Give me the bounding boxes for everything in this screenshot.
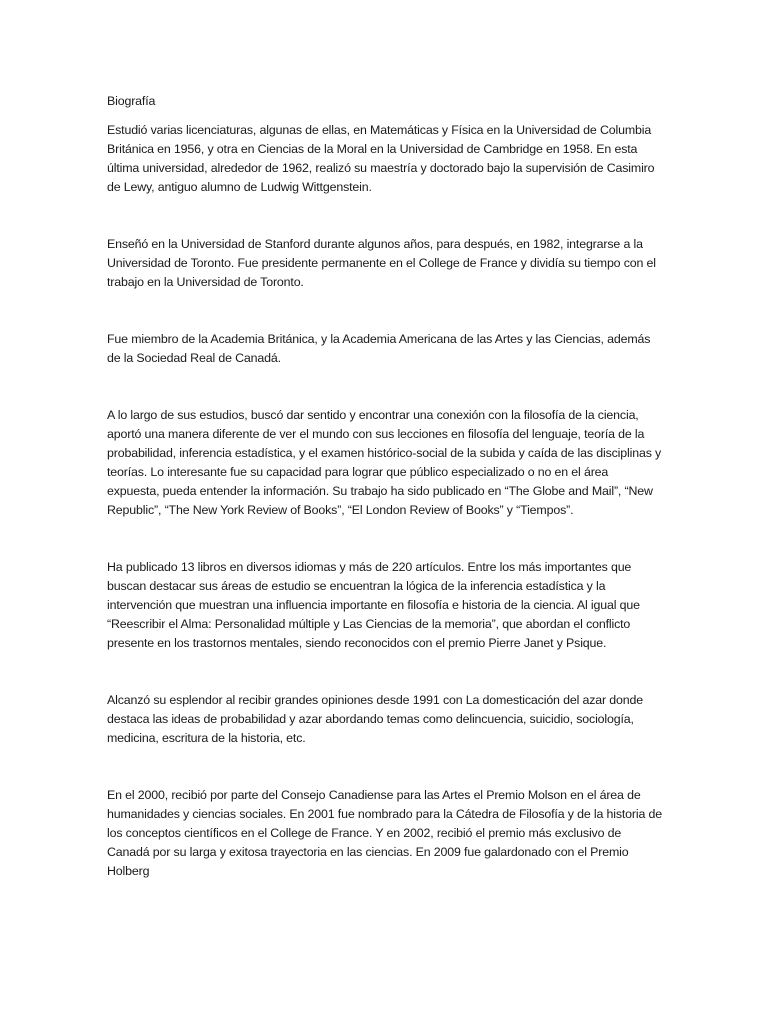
document-body: [107, 92, 663, 919]
paragraph-recognition: Alcanzó su esplendor al recibir grandes opiniones desde 1991 con La domesticación del azar donde destaca las ideas de probabilidad y azar abordando temas como delincuencia, suicidio, sociología, medicina, escritura de la historia, etc.: [107, 693, 643, 745]
paragraph-awards: En el 2000, recibió por parte del Consejo Canadiense para las Artes el Premio Molson en el área de humanidades y ciencias sociales. En 2001 fue nombrado para la Cátedra de Filosofía y de la historia de los conceptos científicos en el College de France. Y en 2002, recibió el premio más exclusivo de Canadá por su larga y exitosa trayectoria en las ciencias. En 2009 fue galardonado con el Premio Holberg: [107, 788, 663, 878]
section-heading: Biografía: [107, 94, 156, 108]
paragraph-publications: Ha publicado 13 libros en diversos idiomas y más de 220 artículos. Entre los más importantes que buscan destacar sus áreas de estudio se encuentran la lógica de la inferencia estadística y la intervención que muestran una influencia importante en filosofía e historia de la ciencia. Al igual que “Reescribir el Alma: Personalidad múltiple y Las Ciencias de la memoria”, que abordan el conflicto presente en los trastornos mentales, siendo reconocidos con el premio Pierre Janet y Psique.: [107, 560, 640, 650]
paragraph-studies: A lo largo de sus estudios, buscó dar sentido y encontrar una conexión con la filosofía de la ciencia, aportó una manera diferente de ver el mundo con sus lecciones en filosofía del lenguaje, teoría de la probabilidad, inferencia estadística, y el examen histórico-social de la subida y caída de las disciplinas y teorías. Lo interesante fue su capacidad para lograr que público especializado o no en el área expuesta, pueda entender la información. Su trabajo ha sido publicado en “The Globe and Mail”, “New Republic”, “The New York Review of Books”, “El London Review of Books” y “Tiempos”.: [107, 408, 662, 517]
paragraph-teaching: Enseñó en la Universidad de Stanford durante algunos años, para después, en 1982, integrarse a la Universidad de Toronto. Fue presidente permanente en el College de France y dividía su tiempo con el trabajo en la Universidad de Toronto.: [107, 237, 656, 289]
paragraph-memberships: Fue miembro de la Academia Británica, y la Academia Americana de las Artes y las Ciencias, además de la Sociedad Real de Canadá.: [107, 332, 651, 365]
paragraph-education: Estudió varias licenciaturas, algunas de ellas, en Matemáticas y Física en la Universidad de Columbia Británica en 1956, y otra en Ciencias de la Moral en la Universidad de Cambridge en 1958. En esta última universidad, alrededor de 1962, realizó su maestría y doctorado bajo la supervisión de Casimiro de Lewy, antiguo alumno de Ludwig Wittgenstein.: [107, 123, 655, 194]
